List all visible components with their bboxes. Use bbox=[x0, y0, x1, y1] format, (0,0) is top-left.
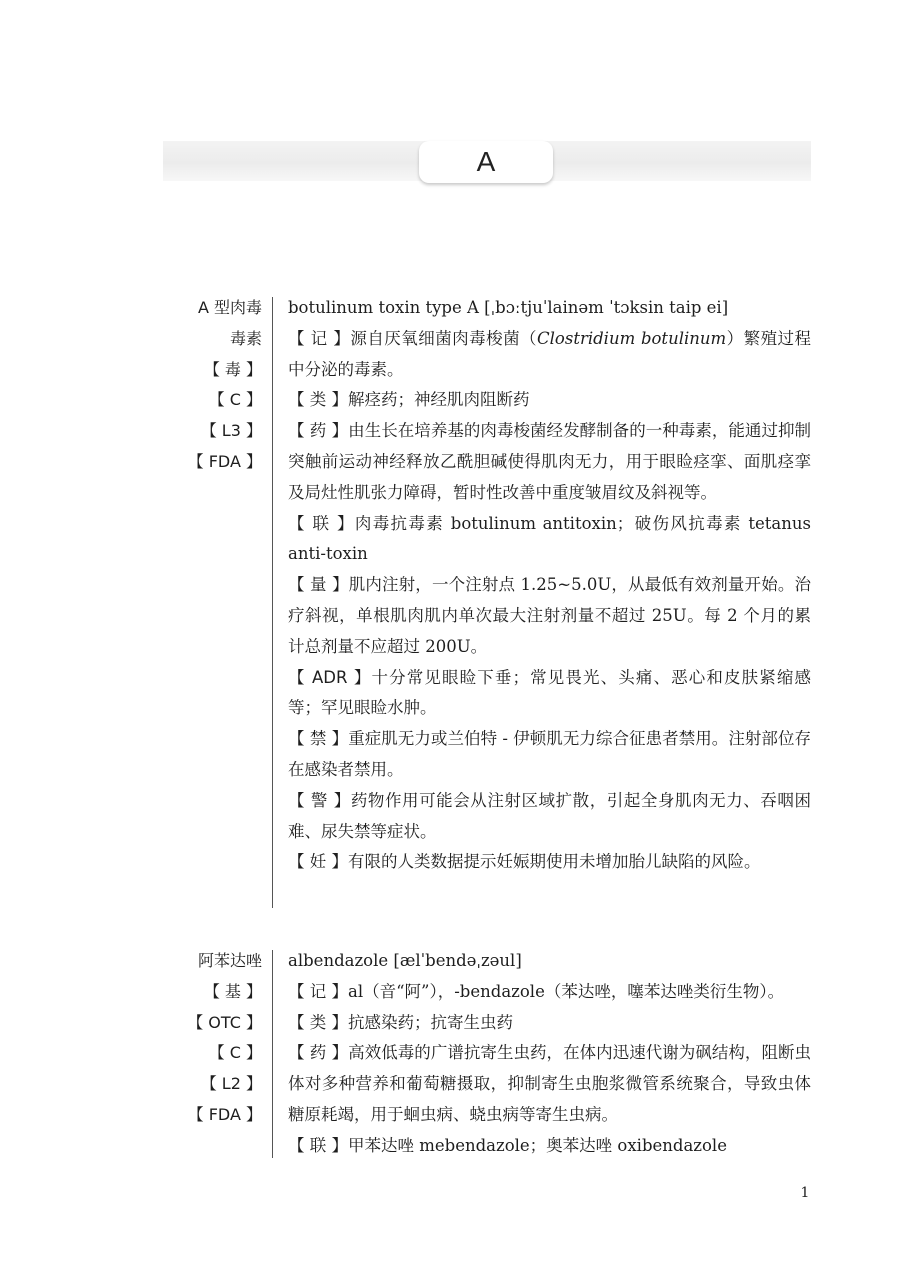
paragraph-key: 【 联 】 bbox=[288, 513, 355, 533]
entry-chinese-name-line2: 毒素 bbox=[229, 328, 262, 348]
entry-tag: 【 C 】 bbox=[208, 1043, 262, 1063]
entry-tag: 【 C 】 bbox=[208, 390, 262, 410]
paragraph-key: 【 量 】 bbox=[288, 575, 349, 595]
entry-paragraph bbox=[288, 570, 811, 662]
entry-paragraph bbox=[288, 1038, 811, 1130]
entry-paragraph bbox=[288, 786, 811, 848]
paragraph-text: 高效低毒的广谱抗寄生虫药，在体内迅速代谢为砜结构，阻断虫体对多种营养和葡萄糖摄取，抑制寄生虫胞浆微管系统聚合，导致虫体糖原耗竭，用于蛔虫病、蛲虫病等寄生虫病。 bbox=[288, 1043, 811, 1124]
paragraph-key: 【 ADR 】 bbox=[288, 667, 372, 687]
paragraph-key: 【 警 】 bbox=[288, 790, 351, 810]
paragraph-text: 甲苯达唑 mebendazole；奥苯达唑 oxibendazole bbox=[348, 1135, 727, 1155]
paragraph-key: 【 禁 】 bbox=[288, 729, 349, 749]
entry-tag: 【 L3 】 bbox=[200, 421, 262, 441]
paragraph-text: 解痉药；神经肌肉阻断药 bbox=[348, 390, 530, 410]
paragraph-key: 【 药 】 bbox=[288, 421, 349, 441]
paragraph-key: 【 妊 】 bbox=[288, 852, 348, 872]
entry-paragraph bbox=[288, 1008, 811, 1039]
entry-body bbox=[288, 946, 811, 1162]
paragraph-text: 有限的人类数据提示妊娠期使用未增加胎儿缺陷的风险。 bbox=[348, 852, 761, 872]
entry-body bbox=[288, 293, 811, 878]
entry-paragraph bbox=[288, 1131, 811, 1162]
paragraph-key: 【 类 】 bbox=[288, 390, 348, 410]
entry-tag: 【 L2 】 bbox=[200, 1074, 262, 1094]
paragraph-text: 药物作用可能会从注射区域扩散，引起全身肌肉无力、吞咽困难、尿失禁等症状。 bbox=[288, 790, 811, 841]
entry-tag: 【 毒 】 bbox=[203, 359, 262, 379]
paragraph-text: ）繁殖过程中分泌的毒素。 bbox=[288, 328, 812, 379]
entry-tag-column bbox=[150, 946, 262, 1131]
paragraph-key: 【 药 】 bbox=[288, 1043, 349, 1063]
entry-divider-line bbox=[272, 297, 273, 908]
entry-headword: albendazole [ælˈbendəˌzəul] bbox=[288, 951, 522, 970]
paragraph-text: 肉毒抗毒素 botulinum antitoxin；破伤风抗毒素 tetanus anti-toxin bbox=[288, 513, 811, 564]
entry-paragraph bbox=[288, 663, 811, 725]
entry-paragraph bbox=[288, 977, 811, 1008]
page-number: 1 bbox=[800, 1185, 810, 1201]
entry-tag: 【 OTC 】 bbox=[187, 1012, 262, 1032]
entry-divider-line bbox=[272, 950, 273, 1158]
entry-tag: 【 FDA 】 bbox=[187, 451, 262, 471]
entry-headword: botulinum toxin type A [ˌbɔːtjuˈlainəm ˈtɔksin taip ei] bbox=[288, 298, 729, 317]
paragraph-key: 【 记 】 bbox=[288, 328, 351, 348]
entry-chinese-name-line1: A 型肉毒 bbox=[197, 298, 262, 317]
entry-paragraph bbox=[288, 509, 811, 571]
paragraph-text: 肌内注射，一个注射点 1.25~5.0U，从最低有效剂量开始。治疗斜视，单根肌肉肌内单次最大注射剂量不超过 25U。每 2 个月的累计总剂量不应超过 200U。 bbox=[288, 575, 811, 656]
section-letter: A bbox=[419, 141, 553, 183]
paragraph-italic-text: Clostridium botulinum bbox=[537, 328, 727, 348]
entry-paragraph bbox=[288, 324, 811, 386]
paragraph-text: 十分常见眼睑下垂；常见畏光、头痛、恶心和皮肤紧缩感等；罕见眼睑水肿。 bbox=[288, 667, 812, 718]
entry-tag: 【 FDA 】 bbox=[187, 1104, 262, 1124]
paragraph-text: 由生长在培养基的肉毒梭菌经发酵制备的一种毒素，能通过抑制突触前运动神经释放乙酰胆碱使得肌肉无力，用于眼睑痉挛、面肌痉挛及局灶性肌张力障碍，暂时性改善中重度皱眉纹及斜视等。 bbox=[288, 421, 811, 502]
entry-tag-column bbox=[150, 293, 262, 478]
paragraph-key: 【 类 】 bbox=[288, 1012, 348, 1032]
paragraph-text: 抗感染药；抗寄生虫药 bbox=[348, 1012, 513, 1032]
paragraph-text: 重症肌无力或兰伯特 - 伊顿肌无力综合征患者禁用。注射部位存在感染者禁用。 bbox=[288, 729, 811, 779]
entry-tag: 【 基 】 bbox=[203, 981, 262, 1001]
entry-paragraph bbox=[288, 724, 811, 786]
entry-paragraph bbox=[288, 847, 811, 878]
entry-chinese-name: 阿苯达唑 bbox=[197, 951, 262, 970]
paragraph-key: 【 记 】 bbox=[288, 981, 348, 1001]
paragraph-key: 【 联 】 bbox=[288, 1135, 348, 1155]
paragraph-text: al（音“阿”），-bendazole（苯达唑，噻苯达唑类衍生物）。 bbox=[348, 981, 785, 1001]
paragraph-text: 源自厌氧细菌肉毒梭菌（ bbox=[350, 328, 538, 348]
entry-paragraph bbox=[288, 385, 811, 416]
entry-paragraph bbox=[288, 416, 811, 508]
